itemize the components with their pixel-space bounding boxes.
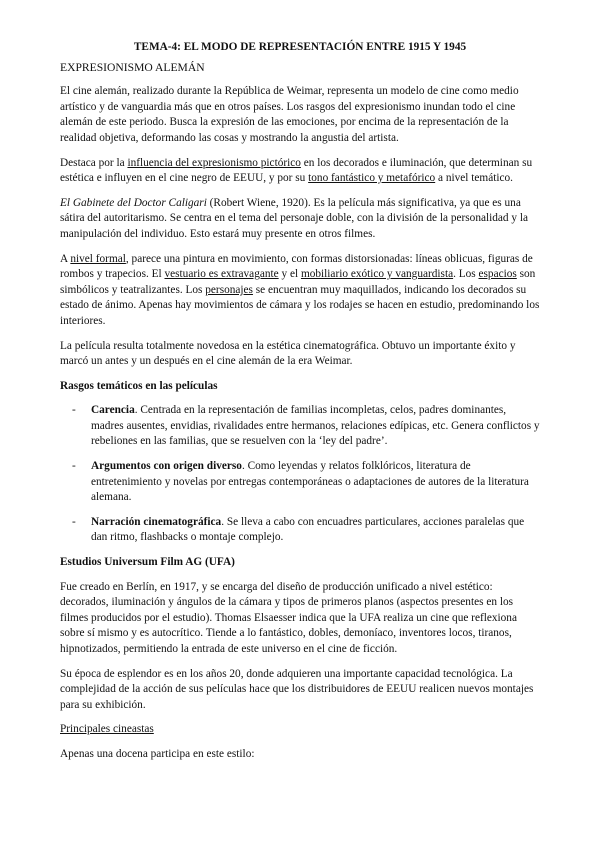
list-item — [60, 515, 540, 546]
underlined-text: espacios — [478, 268, 517, 281]
paragraph-success: La película resulta totalmente novedosa en la estética cinematográfica. Obtuvo un importante éxito y marcó un antes y un después en el cine alemán de la era Weimar. — [60, 339, 516, 368]
text: son simbólicos y teatralizantes. Los — [60, 268, 536, 296]
paragraph-esplendor: Su época de esplendor es en los años 20, donde adquieren una importante capacidad tecnológica. La complejidad de la acción de sus películas hace que los distribuidores de EEUU realicen nuevos montajes para su exhibición. — [60, 667, 534, 711]
paragraph-formal — [60, 252, 540, 330]
text: (Robert Wiene, 1920). Es la película más significativa, ya que es una sátira del autoritarismo. Se centra en el tema del personaje doble, con la división de la personalidad y la manipulación del individuo. Esto estará muy presente en otros filmes. — [60, 196, 529, 240]
text: . Los — [453, 268, 479, 281]
list-item-text: . Como leyendas y relatos folklóricos, literatura de entretenimiento y novelas por entregas contemporáneas o adaptaciones de autores de la literatura alemana. — [91, 460, 529, 504]
text: A — [60, 252, 71, 265]
bullet-list — [60, 403, 540, 546]
underlined-text: mobiliario exótico y vanguardista — [300, 268, 454, 281]
list-item-text: . Centrada en la representación de familias incompletas, celos, padres dominantes, madres ausentes, envidias, rivalidades entre hermanos, relaciones edípicas, etc. Genera conflictos y rebeliones en las familias, que se resuelven con la ‘ley del padre’. — [91, 404, 540, 448]
list-item-term: Carencia — [91, 404, 135, 417]
underlined-text: tono fantástico y metafórico — [308, 172, 436, 185]
list-item — [60, 459, 540, 506]
section-title: EXPRESIONISMO ALEMÁN — [60, 60, 205, 74]
dash-marker: - — [72, 404, 76, 417]
text: se encuentran muy maquillados, indicando los decorados su estado de ánimo. Apenas hay movimientos de cámara y los rodajes se hacen en estudio, predominando los interiores. — [60, 283, 540, 327]
paragraph-ufa: Fue creado en Berlín, en 1917, y se encarga del diseño de producción unificado a nivel estético: decorados, iluminación y ángulos de la cámara y tipos de primeros planos (aspectos presentes en los filmes producidos por el estudio). Thomas Elsaesser indica que la UFA realiza un cine que reflexiona sobre sí mismo y es autocrítico. Tiende a lo fantástico, dobles, demoníaco, inventores locos, tiranos, hipnotizados, permitiendo la entrada de este universo en el cine de ficción. — [60, 580, 517, 655]
heading-ufa: Estudios Universum Film AG (UFA) — [60, 556, 235, 569]
dash-marker: - — [72, 515, 76, 528]
dash-marker: - — [72, 460, 76, 473]
text: y el — [278, 268, 301, 281]
text: , parece una pintura en movimiento, con formas distorsionadas: líneas oblicuas, figuras de rombos y trapecios. El — [60, 252, 533, 281]
list-item — [60, 403, 540, 450]
paragraph-docena: Apenas una docena participa en este estilo: — [60, 747, 255, 760]
list-item-text: . Se lleva a cabo con encuadres particulares, acciones paralelas que dan ritmo, flashbacks o montaje complejo. — [91, 515, 525, 544]
underlined-text: personajes — [205, 283, 253, 296]
heading-rasgos: Rasgos temáticos en las películas — [60, 379, 218, 392]
underlined-text: influencia del expresionismo pictórico — [127, 156, 301, 169]
list-item-term: Narración cinematográfica — [91, 515, 222, 528]
heading-cineastas: Principales cineastas — [60, 723, 154, 736]
text: Destaca por la — [60, 156, 128, 169]
paragraph-intro: El cine alemán, realizado durante la República de Weimar, representa un modelo de cine como medio artístico y de vanguardia más que en otros países. Los rasgos del expresionismo inundan todo el cine alemán de este periodo. Busca la expresión de las emociones, por encima de la representación de la realidad objetiva, deformando las cosas y mostrando la angustia del artista. — [60, 85, 519, 144]
paragraph-influence — [60, 156, 540, 187]
text: en los decorados e iluminación, que determinan su estética e influyen en el cine negro de EEUU, y por su — [60, 156, 533, 185]
list-item-term: Argumentos con origen diverso — [91, 460, 242, 473]
underlined-text: nivel formal — [70, 252, 126, 265]
text: a nivel temático. — [435, 172, 513, 185]
underlined-text: vestuario es extravagante — [164, 268, 279, 281]
film-title: El Gabinete del Doctor Caligari — [60, 196, 207, 209]
paragraph-caligari — [60, 196, 540, 243]
document-title: TEMA-4: EL MODO DE REPRESENTACIÓN ENTRE 1915 Y 1945 — [133, 41, 467, 53]
